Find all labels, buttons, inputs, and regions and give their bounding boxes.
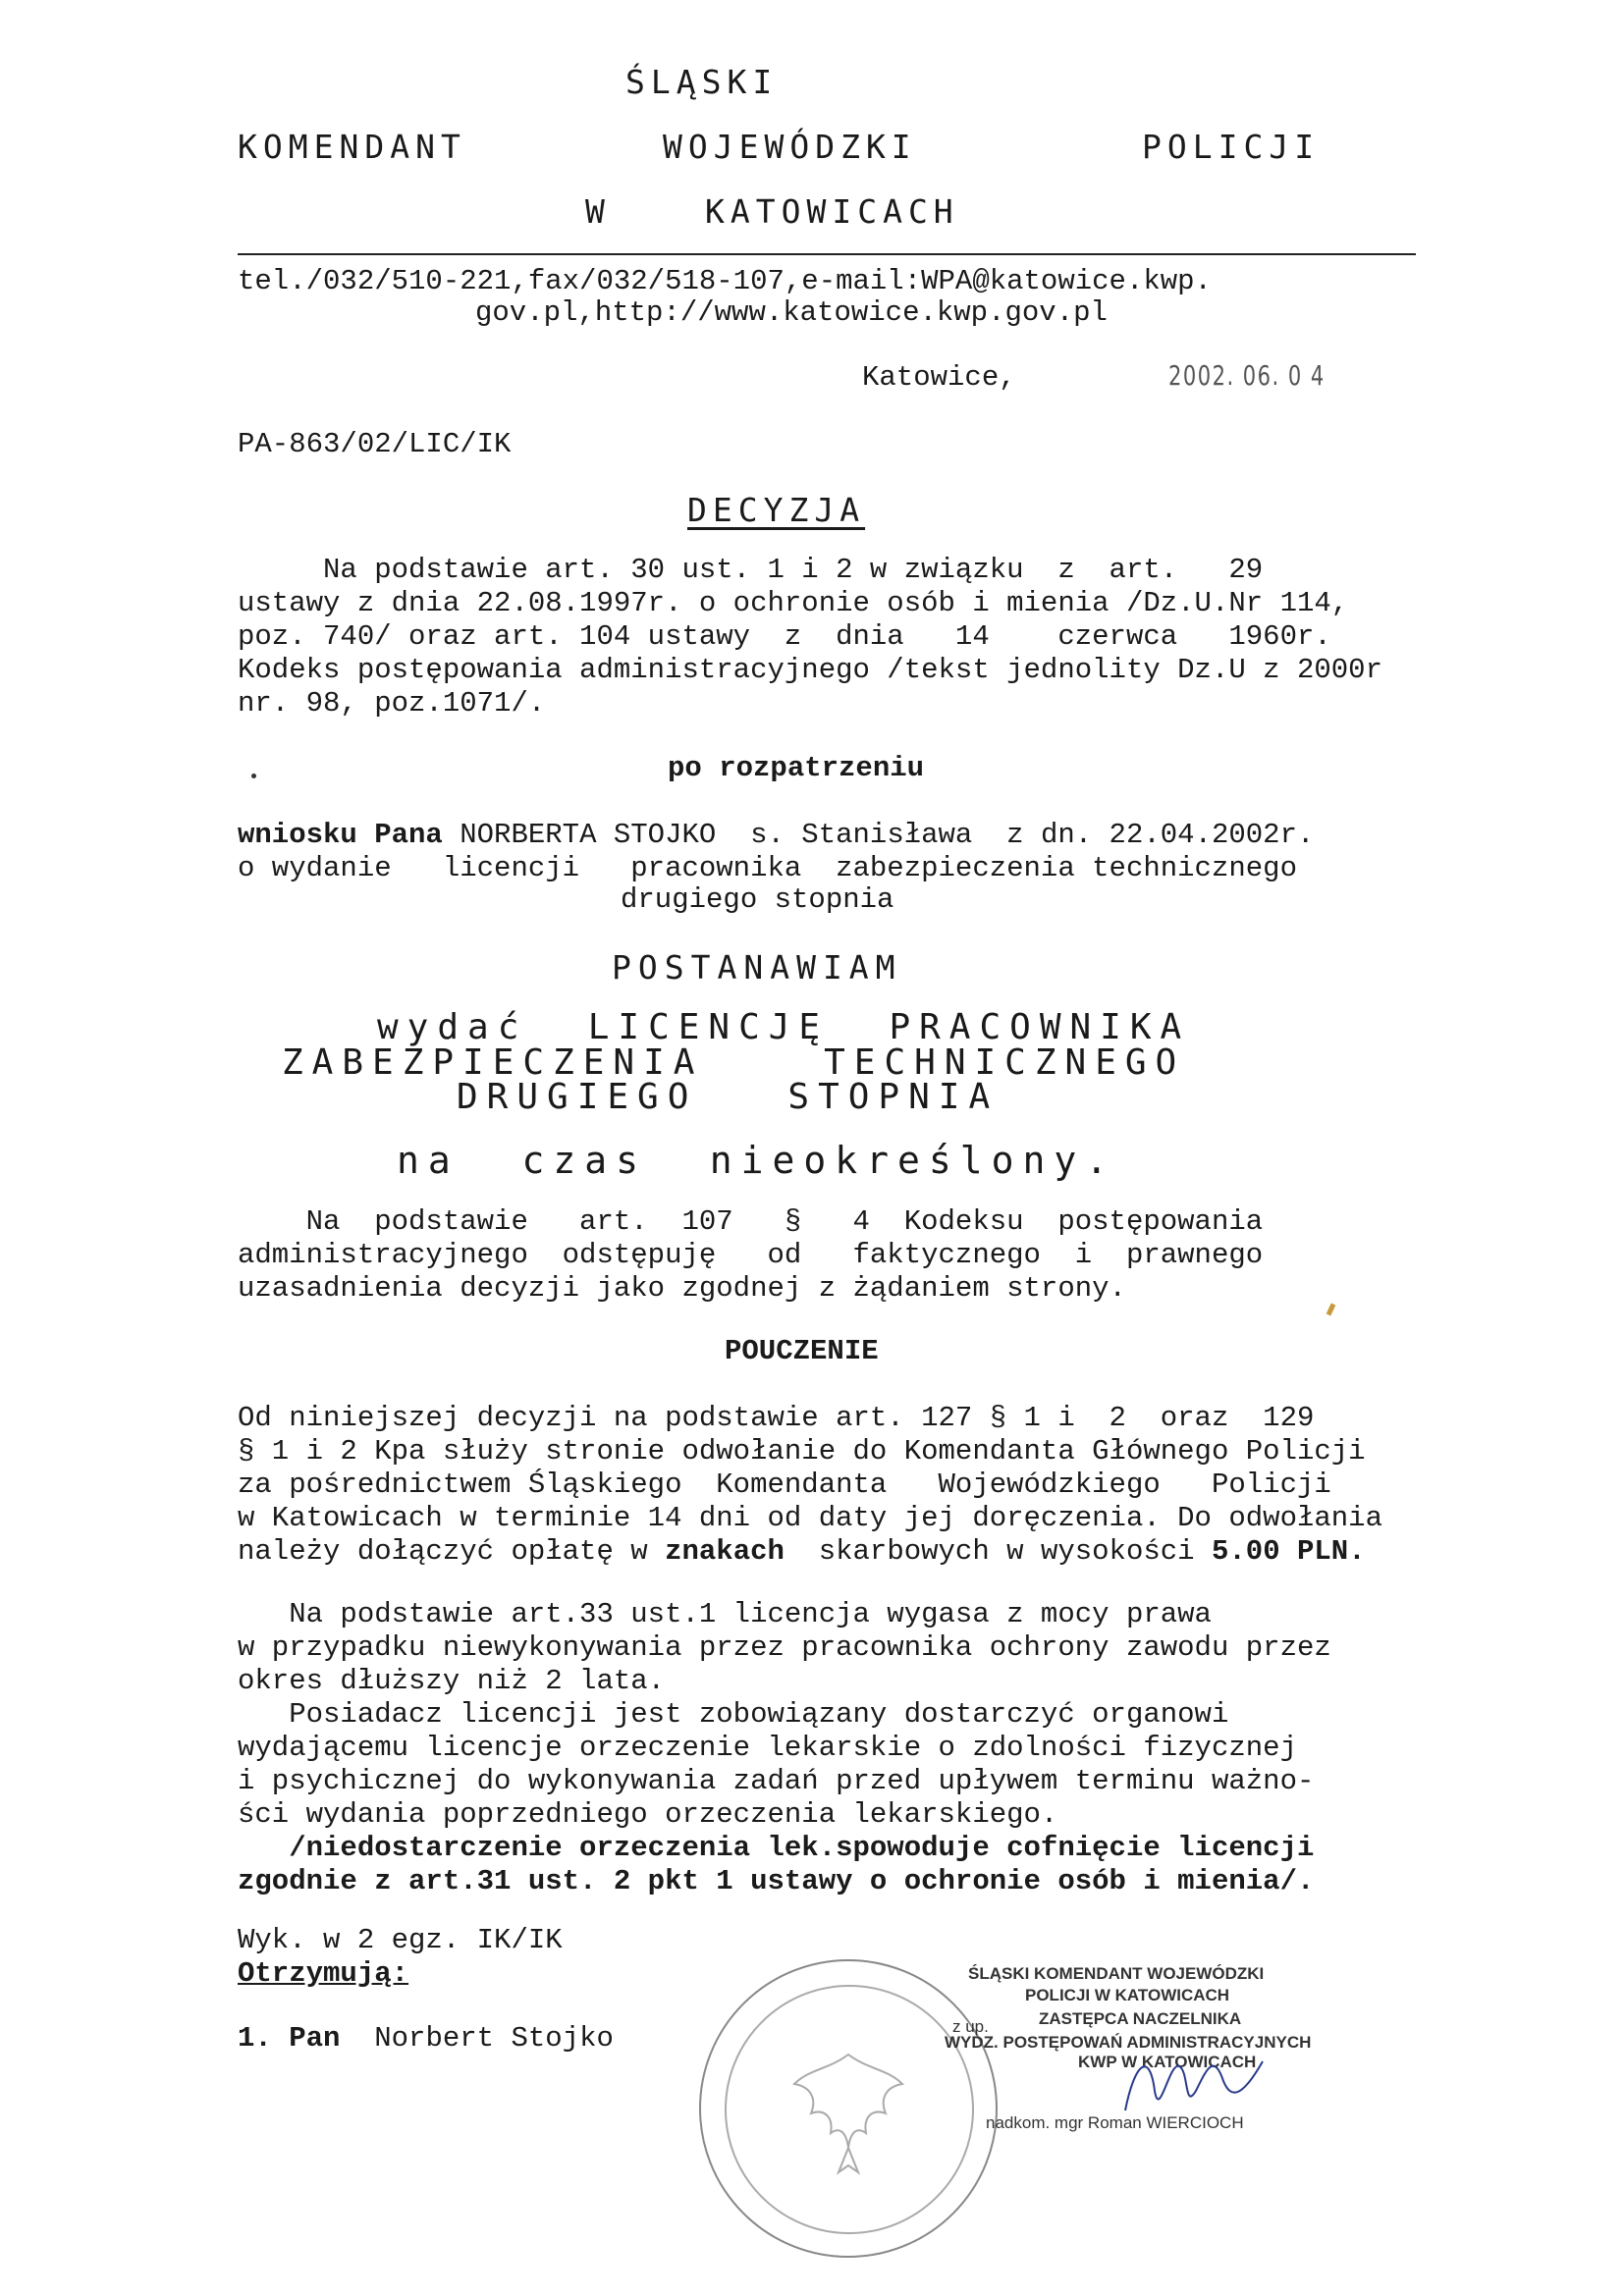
instruction-fee-a: należy dołączyć opłatę w <box>238 1535 666 1568</box>
justification-line: uzasadnienia decyzji jako zgodnej z żądaniem strony. <box>238 1272 1126 1305</box>
reference-number: PA-863/02/LIC/IK <box>238 428 512 460</box>
recipient-1-name: Norbert Stojko <box>374 2022 614 2055</box>
instruction-line: za pośrednictwem Śląskiego Komendanta Wojewódzkiego Policji <box>238 1468 1331 1501</box>
instruction-line-5 <box>238 1535 1382 1569</box>
validity <box>238 1598 1331 1898</box>
header-policji: POLICJI <box>1142 128 1321 166</box>
validity-line: Na podstawie art.33 ust.1 licencja wygasa z mocy prawa <box>238 1598 1212 1630</box>
copies: Wyk. w 2 egz. IK/IK <box>238 1924 563 1956</box>
instruction-line: § 1 i 2 Kpa służy stronie odwołanie do Komendanta Głównego Policji <box>238 1435 1366 1468</box>
justification-line: Na podstawie art. 107 § 4 Kodeksu postępowania <box>238 1205 1264 1238</box>
application-prefix: wniosku Pana <box>238 819 443 851</box>
application-line-1 <box>238 819 1314 852</box>
justification-line: administracyjnego odstępuję od faktycznego i prawnego <box>238 1239 1264 1271</box>
header-line-1: ŚLĄSKI <box>625 63 779 101</box>
legal-basis <box>238 554 1382 721</box>
validity-line: Posiadacz licencji jest zobowiązany dostarczyć organowi <box>238 1698 1229 1731</box>
validity-line: ści wydania poprzedniego orzeczenia lekarskiego. <box>238 1798 1058 1831</box>
document-title: DECYZJA <box>687 491 866 529</box>
recipient-1 <box>238 2022 614 2056</box>
stamp-line-3: ZASTĘPCA NACZELNIKA <box>1039 2009 1242 2028</box>
stamp-line-1: ŚLĄSKI KOMENDANT WOJEWÓDZKI <box>968 1964 1265 1983</box>
instruction-line: Od niniejszej decyzji na podstawie art. 127 § 1 i 2 oraz 129 <box>238 1402 1315 1434</box>
stamp-line-2: POLICJI W KATOWICACH <box>1025 1986 1230 2004</box>
date-stamp: 2002. 06. 0 4 <box>1168 359 1326 392</box>
warning-line: /niedostarczenie orzeczenia lek.spowoduje cofnięcie licencji <box>238 1832 1315 1864</box>
mark <box>1326 1304 1336 1316</box>
header-komendant: KOMENDANT <box>238 128 466 166</box>
stamp-prefix: z up. <box>952 2017 989 2036</box>
instruction-fee-amount: 5.00 PLN. <box>1211 1535 1366 1568</box>
header-wojewodzki: WOJEWÓDZKI <box>663 128 917 166</box>
instruction-title: POUCZENIE <box>725 1335 879 1367</box>
round-seal <box>699 1959 998 2258</box>
legal-basis-line: Na podstawie art. 30 ust. 1 i 2 w związku z art. 29 <box>238 554 1264 586</box>
legal-basis-line: Kodeks postępowania administracyjnego /tekst jednolity Dz.U z 2000r <box>238 654 1382 686</box>
instruction-fee-c: skarbowych w wysokości <box>784 1535 1212 1568</box>
recipient-1-number: 1. Pan <box>238 2022 341 2055</box>
header-rule <box>238 253 1416 255</box>
decision-line-2: ZABEZPIECZENIA TECHNICZNEGO <box>282 1042 1186 1083</box>
legal-basis-line: nr. 98, poz.1071/. <box>238 687 546 720</box>
application-applicant: NORBERTA STOJKO s. Stanisława z dn. 22.04.2002r. <box>442 819 1315 851</box>
decision-line-4: na czas nieokreślony. <box>397 1139 1117 1182</box>
handwritten-signature <box>1115 2042 1272 2130</box>
stamp-line-4: WYDZ. POSTĘPOWAŃ ADMINISTRACYJNYCH <box>945 2033 1312 2052</box>
eagle-emblem-icon <box>701 1961 996 2256</box>
validity-line: i psychicznej do wykonywania zadań przed upływem terminu ważno- <box>238 1765 1315 1797</box>
instruction-line: w Katowicach w terminie 14 dni od daty jej doręczenia. Do odwołania <box>238 1502 1382 1534</box>
warning-line: zgodnie z art.31 ust. 2 pkt 1 ustawy o ochronie osób i mienia/. <box>238 1865 1315 1897</box>
contact-line-2: gov.pl,http://www.katowice.kwp.gov.pl <box>475 296 1108 329</box>
instruction <box>238 1402 1382 1569</box>
recipients-title: Otrzymują: <box>238 1957 409 1990</box>
decision-line-3: DRUGIEGO STOPNIA <box>457 1077 1000 1117</box>
contact-line-1: tel./032/510-221,fax/032/518-107,e-mail:WPA@katowice.kwp. <box>238 265 1212 297</box>
justification <box>238 1205 1263 1306</box>
header-katowicach: KATOWICACH <box>705 192 959 231</box>
validity-line: wydającemu licencje orzeczenie lekarskie o zdolności fizycznej <box>238 1732 1297 1764</box>
application-line-2: o wydanie licencji pracownika zabezpieczenia technicznego <box>238 852 1297 884</box>
place: Katowice, <box>862 361 1016 394</box>
decision-word: POSTANAWIAM <box>612 948 902 987</box>
application-line-3: drugiego stopnia <box>621 883 894 916</box>
header-w: W <box>585 192 611 231</box>
validity-line: w przypadku niewykonywania przez pracownika ochrony zawodu przez <box>238 1631 1331 1664</box>
legal-basis-line: poz. 740/ oraz art. 104 ustawy z dnia 14 czerwca 1960r. <box>238 620 1331 653</box>
legal-basis-line: ustawy z dnia 22.08.1997r. o ochronie osób i mienia /Dz.U.Nr 114, <box>238 587 1349 619</box>
instruction-fee-b: znakach <box>665 1535 785 1568</box>
speck <box>251 774 256 778</box>
after-review: po rozpatrzeniu <box>668 752 925 784</box>
stamp-line-5: KWP W KATOWICACH <box>1078 2053 1257 2071</box>
decision-line-1: wydać LICENCJĘ PRACOWNIKA <box>377 1007 1191 1047</box>
validity-line: okres dłuższy niż 2 lata. <box>238 1665 666 1697</box>
stamp-line-6: nadkom. mgr Roman WIERCIOCH <box>986 2113 1244 2132</box>
